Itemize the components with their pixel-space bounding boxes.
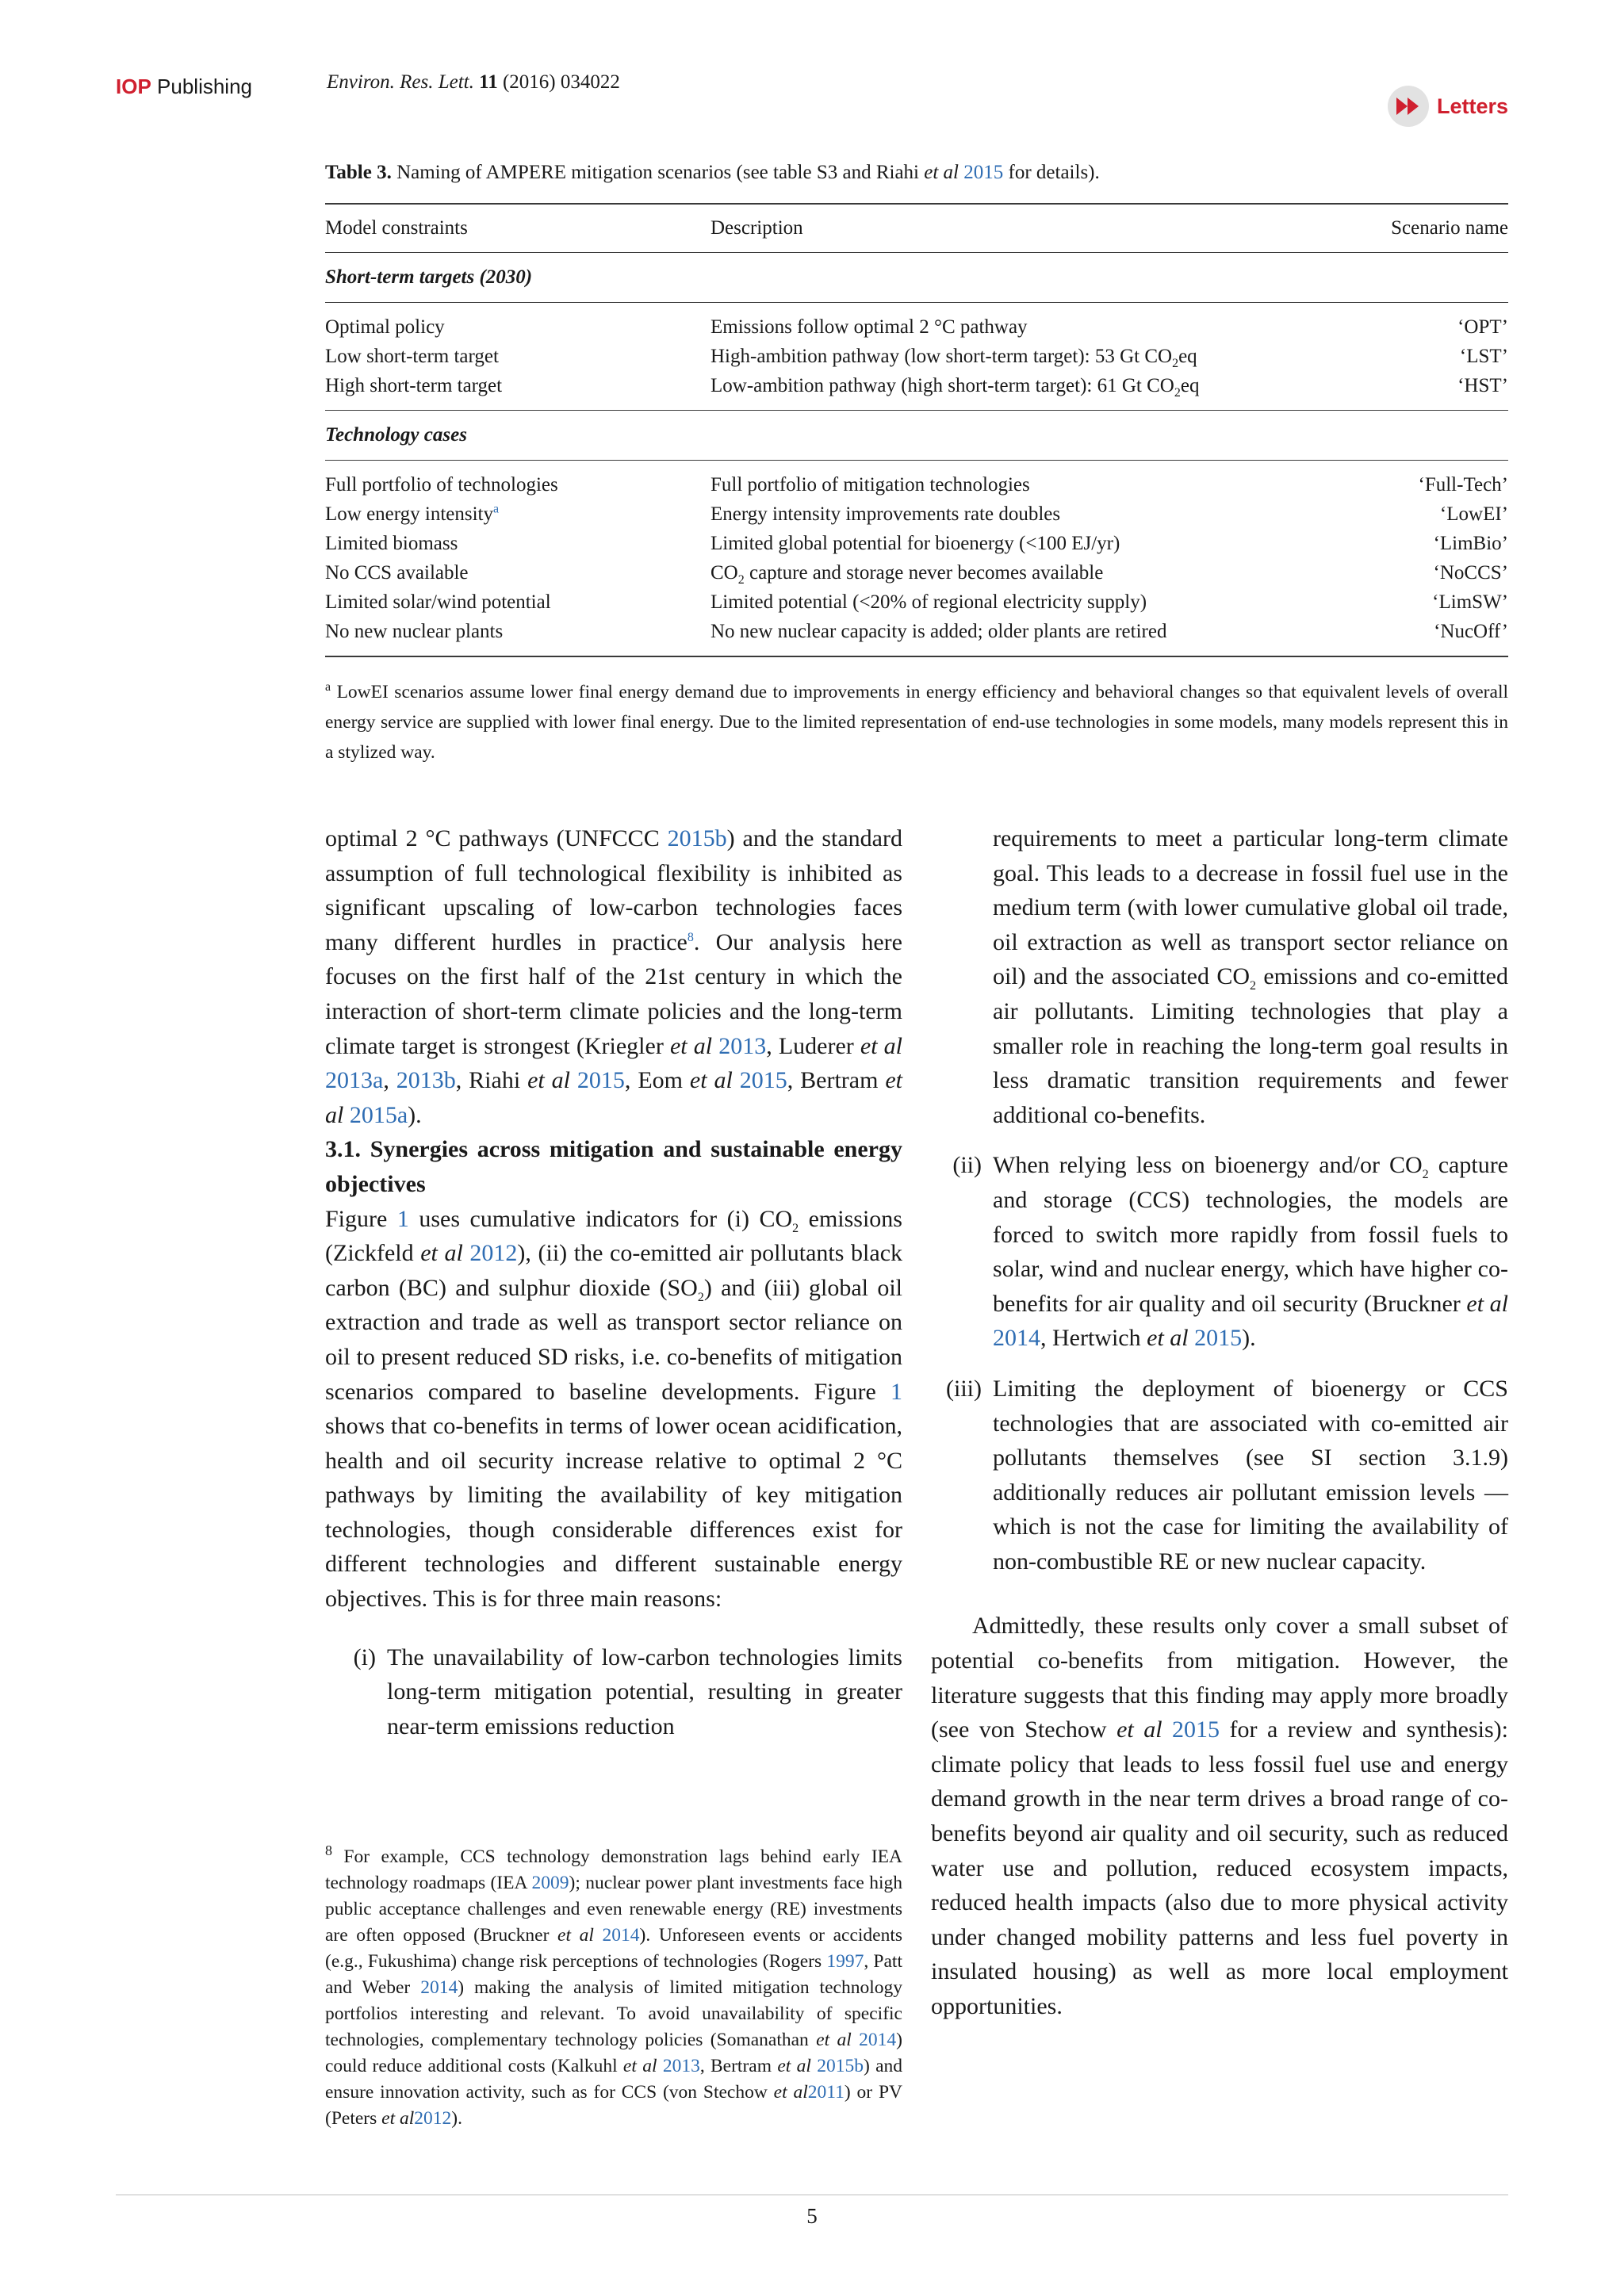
list-item: (ii) When relying less on bioenergy and/or $CO_2$ capture and storage (CCS) technologies, the models are forced to switch more rapidly from fossil fuels to solar, wind and nuclear energy, which have higher co-benefits for air quality and oil security (Bruckner et al 2014, Hertwich et al 2015).: [952, 1152, 1508, 1352]
ref-link[interactable]: 2014: [602, 1924, 640, 1946]
table-caption: Table 3. Naming of AMPERE mitigation scenarios (see table S3 and Riahi et al 2015 for details).: [325, 162, 1100, 183]
ref-link[interactable]: 2015: [1194, 1325, 1243, 1352]
ref-link[interactable]: 2013a: [325, 1067, 384, 1094]
publisher-logo[interactable]: IOP Publishing: [116, 75, 253, 98]
paragraph: optimal 2 °C pathways (UNFCCC 2015b) and the standard assumption of full technological flexibility is inhibited as significant upscaling of low-carbon technologies faces many different hurdles in practice$^8$. Our analysis here focuses on the first half of the 21st century in which the interaction of short-term climate policies and the long-term climate target is strongest (Kriegler et al 2013, Luderer et al 2013a, 2013b, Riahi et al 2015, Eom et al 2015, Bertram et al 2015a).: [325, 825, 903, 1128]
table-row: Optimal policy Emissions follow optimal 2 °C pathway ‘OPT’: [325, 316, 1508, 338]
col-header: Model constraints: [325, 217, 468, 239]
ref-link[interactable]: 2012: [414, 2107, 452, 2129]
ref-link[interactable]: 2011: [807, 2081, 845, 2103]
ref-link[interactable]: 2013: [662, 2055, 700, 2076]
footnote-ref[interactable]: a: [493, 502, 500, 516]
list-item-continuation: requirements to meet a particular long-term climate goal. This leads to a decrease in fossil fuel use in the medium term (with lower cumulative global oil trade, oil extraction as well as transport sector reliance on oil) and the associated $CO_2$ emissions and co-emitted air pollutants. Limiting technologies that play a smaller role in reaching the long-term goal results in less dramatic transition requirements and fewer additional co-benefits.: [993, 825, 1508, 1128]
table-header-row: [325, 205, 1508, 252]
ref-link[interactable]: 2015: [963, 162, 1004, 183]
ref-link[interactable]: 2014: [993, 1325, 1040, 1352]
figure-link[interactable]: 1: [891, 1378, 902, 1405]
list-item: (i) The unavailability of low-carbon technologies limits long-term mitigation potential, resulting in greater near-term emissions reduction: [353, 1644, 902, 1739]
ref-link[interactable]: 2015: [1172, 1716, 1220, 1743]
ref-link[interactable]: 2009: [531, 1872, 569, 1893]
table-row: Low short-term target High-ambition pathway (low short-term target): 53 Gt $CO_2eq$ ‘LST’: [325, 345, 1508, 370]
table-row: No new nuclear plants No new nuclear capacity is added; older plants are retired ‘NucOff’: [325, 620, 1508, 642]
ref-link[interactable]: 2013: [718, 1032, 767, 1059]
section-heading: 3.1. Synergies across mitigation and sustainable energy objectives: [325, 1136, 902, 1197]
letters-badge[interactable]: Letters: [1388, 86, 1508, 127]
col-header: Description: [710, 217, 803, 239]
ref-link[interactable]: 1997: [826, 1950, 864, 1972]
footnote-8: $^8$ For example, CCS technology demonstration lags behind early IEA technology roadmaps (IEA 2009); nuclear power plant investments face high public acceptance challenges and even renewable energy (RE) investments are often opposed (Bruckner et al 2014). Unforeseen events or accidents (e.g., Fukushima) change risk perceptions of technologies (Rogers 1997, Patt and Weber 2014) making the analysis of limited mitigation technology portfolios interesting and relevant. To avoid unavailability of specific technologies, complementary technology policies (Somanathan et al 2014) could reduce additional costs (Kalkuhl et al 2013, Bertram et al 2015b) and ensure innovation activity, such as for CCS (von Stechow et al2011) or PV (Peters et al2012).: [325, 1843, 903, 2129]
paragraph: Admittedly, these results only cover a small subset of potential co-benefits from mitigation. However, the literature suggests that this finding may apply more broadly (see von Stechow et al 2015 for a review and synthesis): climate policy that leads to less fossil fuel use and energy demand growth in the near term drives a broad range of co-benefits beyond air quality and oil security, such as reduced water use and pollution, reduced ecosystem impacts, reduced health impacts (also due to more physical activity under changed mobility patterns and less fuel poverty in insulated housing) as well as more local employment opportunities.: [931, 1613, 1508, 2019]
table-footnote: $^a$ LowEI scenarios assume lower final energy demand due to improvements in energy efficiency and behavioral changes so that equivalent levels of overall energy service are supplied with lower final energy. Due to the limited representation of end-use technologies in some models, many models represent this in a stylized way.: [325, 680, 1508, 763]
ref-link[interactable]: 2013b: [396, 1067, 456, 1094]
ref-link[interactable]: 2014: [420, 1976, 458, 1998]
table-section-header: Short-term targets (2030): [325, 266, 533, 288]
figure-link[interactable]: 1: [396, 1205, 409, 1232]
paragraph: Figure 1 uses cumulative indicators for (i) $CO_2$ emissions (Zickfeld et al 2012), (ii) the co-emitted air pollutants black carbon (BC) and sulphur dioxide $(SO_2)$ and (iii) global oil extraction and trade as well as transport sector reliance on oil to present reduced SD risks, i.e. co-benefits of mitigation scenarios compared to baseline developments. Figure 1 shows that co-benefits in terms of lower ocean acidification, health and oil security increase relative to optimal 2 °C pathways by limiting the availability of key mitigation technologies, though considerable differences exist for different technologies and different sustainable energy objectives. This is for three main reasons:: [325, 1205, 903, 1613]
ref-link[interactable]: 2015a: [349, 1101, 408, 1128]
ref-link[interactable]: 2012: [469, 1240, 518, 1267]
left-column: [325, 821, 902, 1743]
table-row: No CCS available $CO_2$ capture and storage never becomes available ‘NoCCS’: [325, 561, 1508, 587]
table-3: [325, 162, 1508, 657]
footnote-ref[interactable]: 8: [687, 930, 694, 944]
ref-link[interactable]: 2015: [739, 1067, 787, 1094]
fast-forward-icon: [1388, 86, 1429, 127]
list-item: (iii) Limiting the deployment of bioenergy or CCS technologies that are associated with co-emitted air pollutants themselves (see SI section 3.1.9) additionally reduces air pollutant emission levels —which is not the case for limiting the availability of non-combustible RE or new nuclear capacity.: [946, 1375, 1508, 1575]
ref-link[interactable]: 2015: [576, 1067, 625, 1094]
ref-link[interactable]: 2015b: [667, 825, 727, 851]
page-number: 5: [806, 2204, 818, 2228]
table-row: High short-term target Low-ambition pathway (high short-term target): 61 Gt $CO_2eq$ ‘HST’: [325, 374, 1508, 400]
table-row: Limited biomass Limited global potential for bioenergy (<100 EJ/yr) ‘LimBio’: [325, 532, 1508, 554]
table-row: Limited solar/wind potential Limited potential (<20% of regional electricity supply) ‘LimSW’: [325, 591, 1508, 613]
ref-link[interactable]: 2015b: [817, 2055, 864, 2076]
col-header: Scenario name: [1391, 217, 1508, 239]
table-row: Full portfolio of technologies Full portfolio of mitigation technologies ‘Full-Tech’: [325, 473, 1508, 496]
table-row: Low energy intensity$^a$ Energy intensity improvements rate doubles ‘LowEI’: [325, 502, 1508, 525]
ref-link[interactable]: 2014: [859, 2029, 897, 2050]
journal-citation: Environ. Res. Lett. 11 (2016) 034022: [327, 71, 620, 93]
page-header: [116, 71, 1508, 118]
right-column: [931, 821, 1508, 2024]
table-section-header: Technology cases: [325, 424, 467, 446]
scenario-table: [325, 205, 1508, 252]
